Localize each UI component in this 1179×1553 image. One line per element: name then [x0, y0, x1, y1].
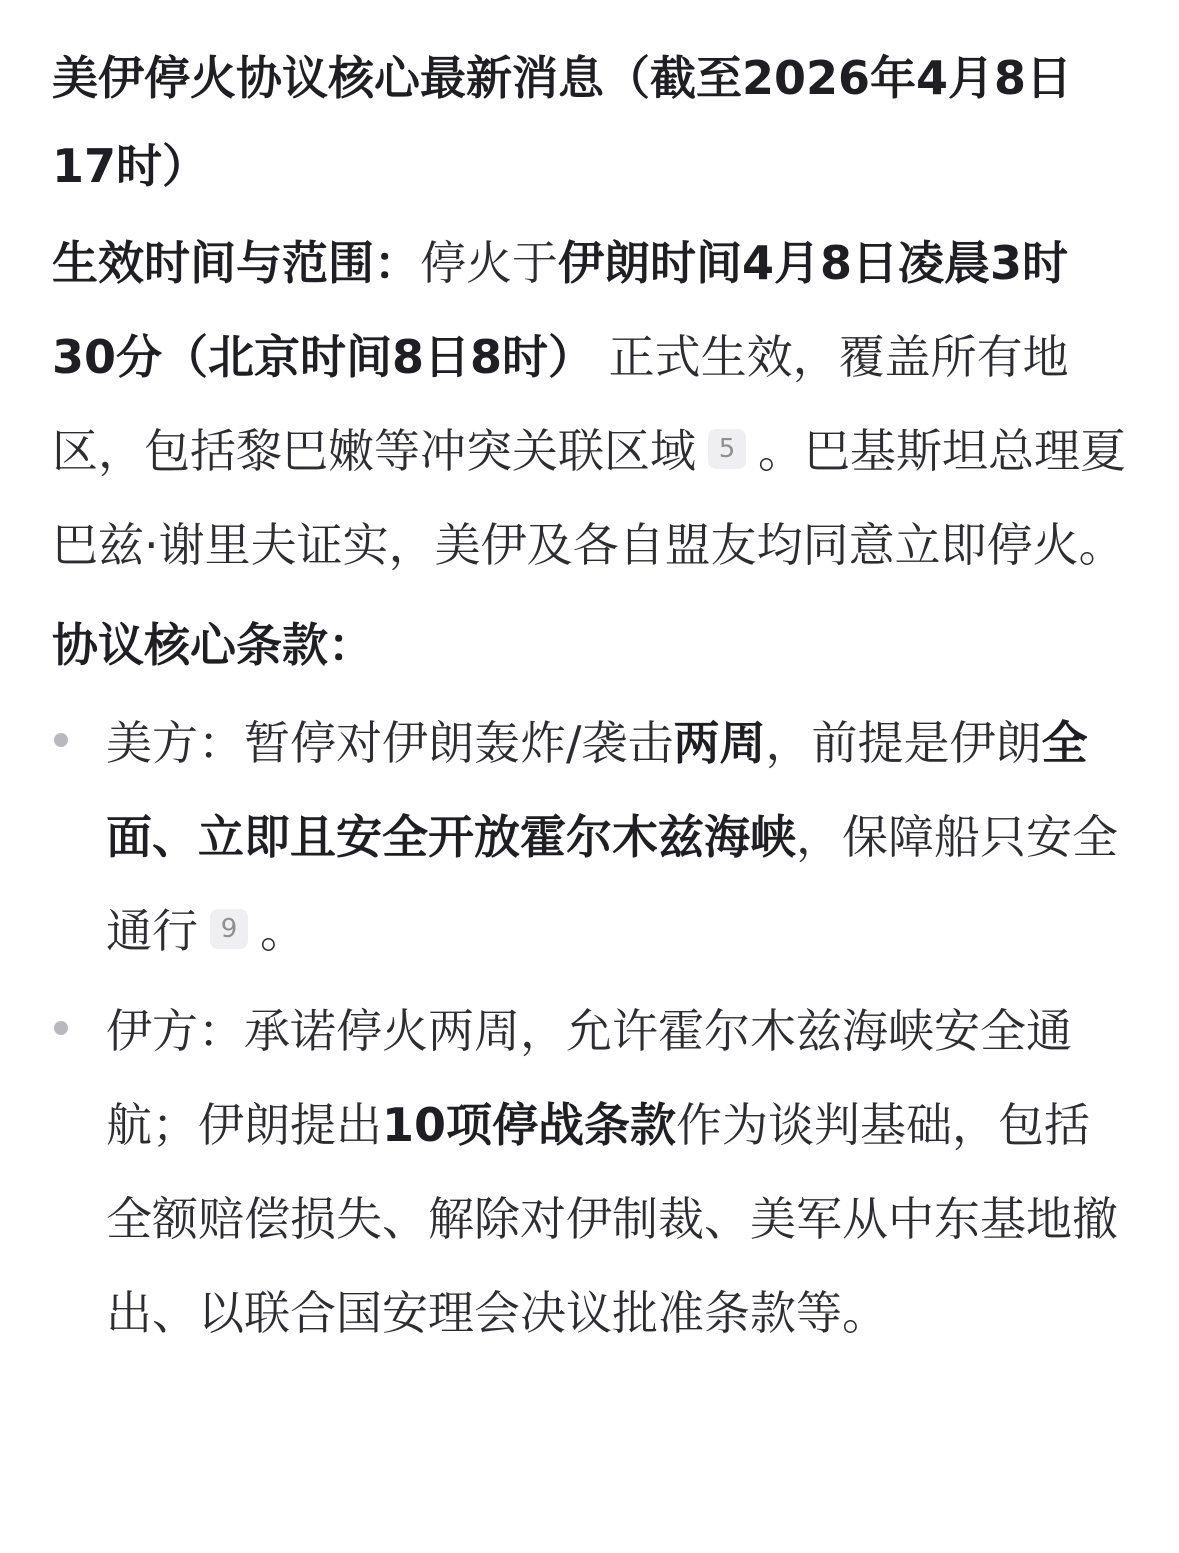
iran-bold-1: 10项停战条款 [382, 1098, 677, 1152]
iran-text-2: 作为谈判基础，包括全额赔偿损失、解除对伊制裁、美军从中东基地撤出、以联合国安理会决议批准条款等。 [106, 1098, 1118, 1340]
core-terms-list [52, 696, 1127, 1360]
us-text-3: ，保障船只安全通行 [106, 810, 1118, 958]
core-terms-heading: 协议核心条款： [52, 618, 374, 672]
effective-text-2: 正式生效，覆盖所有地区，包括黎巴嫩等冲突关联区域 [52, 330, 1069, 478]
us-text-2: ，前提是伊朗 [765, 716, 1042, 770]
effective-text-1: 停火于 [420, 236, 558, 290]
effective-paragraph [52, 216, 1127, 592]
citation-badge[interactable]: 9 [210, 909, 248, 949]
us-bold-1: 两周 [673, 716, 766, 770]
list-item-iran [52, 984, 1127, 1360]
list-item-us-text [106, 696, 1127, 978]
us-text-4: 。 [260, 904, 306, 958]
bullet-dot-icon [54, 1021, 68, 1035]
list-item-us [52, 696, 1127, 978]
effective-text-3: 。巴基斯坦总理夏巴兹·谢里夫证实，美伊及各自盟友均同意立即停火。 [52, 424, 1126, 572]
us-text-1: 美方：暂停对伊朗轰炸/袭击 [106, 716, 674, 770]
effective-time-bold: 伊朗时间4月8日凌晨3时30分（北京时间8日8时） [52, 236, 1069, 384]
citation-badge[interactable]: 5 [708, 429, 746, 469]
us-bold-2: 全面、立即且安全开放霍尔木兹海峡 [106, 716, 1088, 864]
bullet-dot-icon [54, 733, 68, 747]
effective-label: 生效时间与范围： [52, 236, 420, 290]
article-title: 美伊停火协议核心最新消息（截至2026年4月8日17时） [52, 51, 1073, 193]
iran-text-1: 伊方：承诺停火两周，允许霍尔木兹海峡安全通航；伊朗提出 [106, 1004, 1072, 1152]
list-item-iran-text [106, 984, 1127, 1360]
